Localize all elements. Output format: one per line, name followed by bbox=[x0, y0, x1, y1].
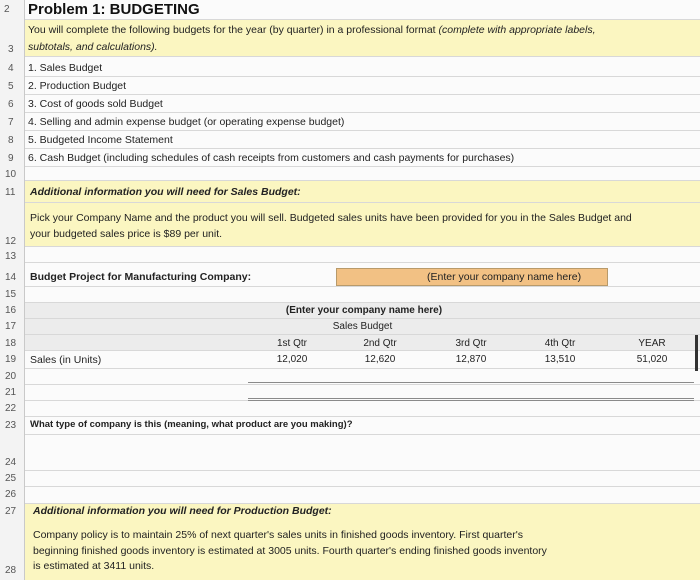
row-number: 6 bbox=[8, 99, 14, 110]
sales-units-q1[interactable]: 12,020 bbox=[276, 354, 308, 365]
row-number: 26 bbox=[5, 489, 17, 500]
row-number: 3 bbox=[8, 44, 14, 55]
col-header-year: YEAR bbox=[638, 338, 666, 349]
row-number: 14 bbox=[5, 272, 17, 283]
row-number: 13 bbox=[5, 251, 17, 262]
sales-info-text: Pick your Company Name and the product you will sell. Budgeted sales units have been provided for you in the Sales Budget and bbox=[30, 212, 632, 224]
double-underline-rule bbox=[248, 398, 694, 401]
sales-units-q2[interactable]: 12,620 bbox=[364, 354, 396, 365]
row-number: 12 bbox=[5, 236, 17, 247]
intro-text: You will complete the following budgets for the year (by quarter) in a professional format (complete with appropriate labels, bbox=[28, 24, 596, 36]
page-title: Problem 1: BUDGETING bbox=[28, 1, 200, 18]
underline-rule bbox=[248, 382, 694, 383]
row-number: 20 bbox=[5, 371, 17, 382]
sales-units-q3[interactable]: 12,870 bbox=[455, 354, 487, 365]
row-number: 21 bbox=[5, 387, 17, 398]
row-number: 18 bbox=[5, 338, 17, 349]
row-number: 7 bbox=[8, 117, 14, 128]
production-info-heading: Additional information you will need for Production Budget: bbox=[33, 505, 332, 517]
sales-info-text: your budgeted sales price is $89 per unit. bbox=[30, 228, 223, 240]
row-number: 11 bbox=[5, 187, 16, 198]
col-header-q4: 4th Qtr bbox=[544, 338, 576, 349]
row-number: 15 bbox=[5, 289, 17, 300]
row-number: 23 bbox=[5, 420, 17, 431]
budget-list-item: 4. Selling and admin expense budget (or operating expense budget) bbox=[28, 116, 345, 128]
row-number: 25 bbox=[5, 473, 17, 484]
production-info-text: is estimated at 3411 units. bbox=[33, 560, 155, 572]
row-number: 4 bbox=[8, 63, 14, 74]
budget-company-name: (Enter your company name here) bbox=[285, 305, 443, 316]
col-header-q3: 3rd Qtr bbox=[455, 338, 487, 349]
budget-list-item: 1. Sales Budget bbox=[28, 62, 103, 74]
company-name-input[interactable] bbox=[336, 268, 608, 286]
project-label: Budget Project for Manufacturing Company: bbox=[30, 271, 252, 283]
row-number: 9 bbox=[8, 153, 14, 164]
budget-list-item: 3. Cost of goods sold Budget bbox=[28, 98, 163, 110]
budget-list-item: 6. Cash Budget (including schedules of cash receipts from customers and cash payments for purchases) bbox=[28, 152, 515, 164]
row-number: 22 bbox=[5, 403, 17, 414]
row-number: 17 bbox=[5, 321, 17, 332]
production-info-text: Company policy is to maintain 25% of next quarter's sales units in finished goods inventory. First quarter's bbox=[33, 529, 523, 541]
row-number: 27 bbox=[5, 506, 17, 517]
row-number: 5 bbox=[8, 81, 14, 92]
sales-units-year[interactable]: 51,020 bbox=[636, 354, 668, 365]
sales-units-q4[interactable]: 13,510 bbox=[544, 354, 576, 365]
row-number: 2 bbox=[4, 4, 10, 15]
budget-list-item: 5. Budgeted Income Statement bbox=[28, 134, 173, 146]
sales-units-label: Sales (in Units) bbox=[30, 354, 102, 366]
row-number: 8 bbox=[8, 135, 14, 146]
row-number: 10 bbox=[5, 169, 17, 180]
cell-border bbox=[695, 335, 698, 371]
sales-info-heading: Additional information you will need for Sales Budget: bbox=[30, 186, 301, 198]
row-number: 24 bbox=[5, 457, 17, 468]
company-name-placeholder: (Enter your company name here) bbox=[427, 271, 582, 283]
col-header-q1: 1st Qtr bbox=[276, 338, 307, 349]
col-header-q2: 2nd Qtr bbox=[363, 338, 397, 349]
intro-text-continued: subtotals, and calculations). bbox=[28, 41, 158, 53]
company-type-question: What type of company is this (meaning, what product are you making)? bbox=[30, 419, 353, 430]
budget-list-item: 2. Production Budget bbox=[28, 80, 127, 92]
production-info-text: beginning finished goods inventory is estimated at 3005 units. Fourth quarter's ending finished goods inventory bbox=[33, 545, 547, 557]
row-number: 16 bbox=[5, 305, 17, 316]
budget-title: Sales Budget bbox=[332, 321, 393, 332]
row-number: 28 bbox=[5, 565, 17, 576]
row-number: 19 bbox=[5, 354, 17, 365]
